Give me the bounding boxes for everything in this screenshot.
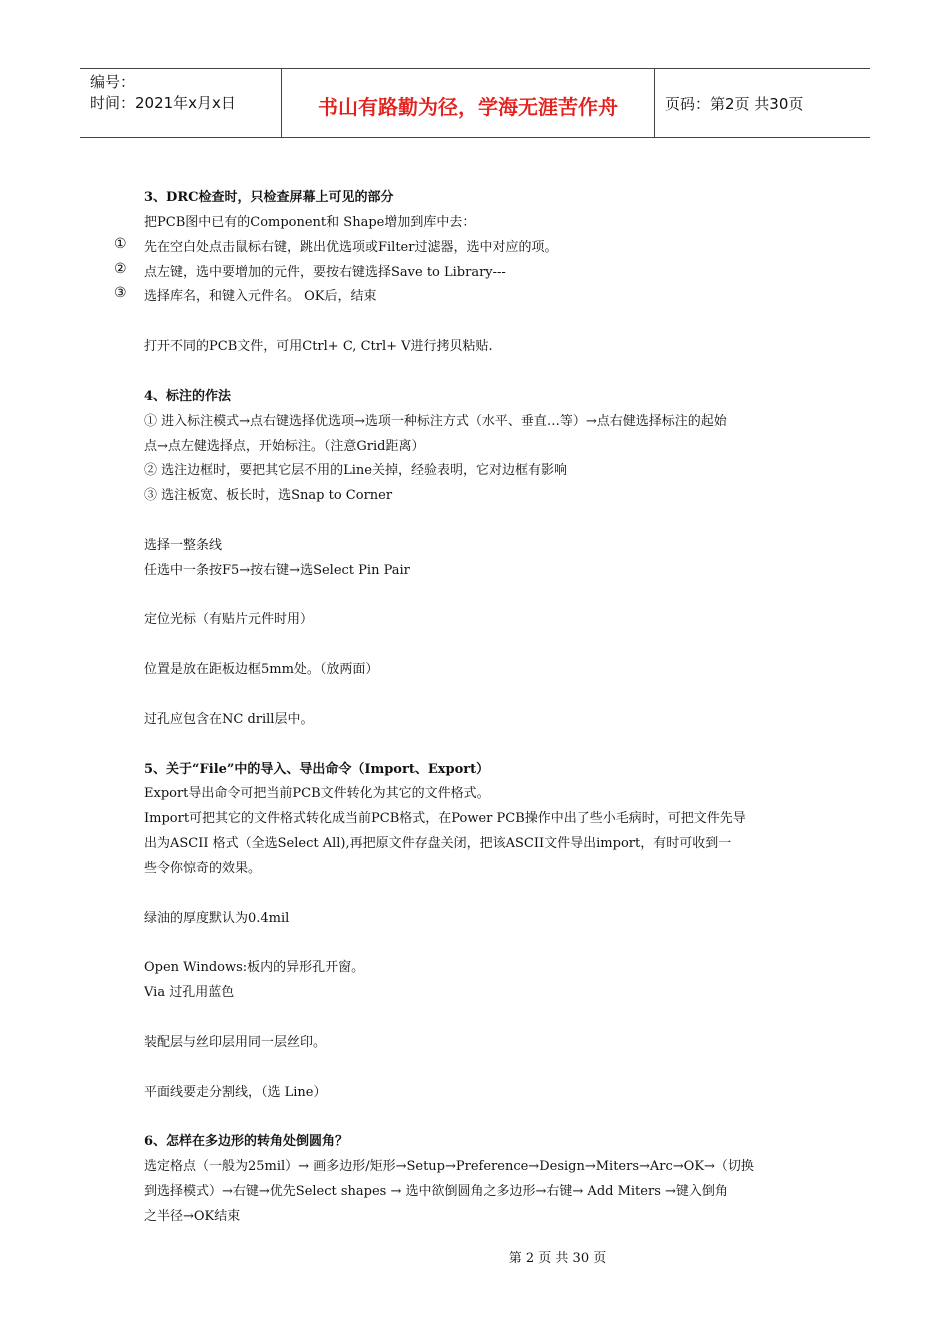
text-line: ③ 选注板宽、板长时，选Snap to Corner <box>144 488 393 504</box>
text-line: 出为ASCII 格式（全选Select All),再把原文件存盘关闭，把该ASCII文件导出import，有时可收到一 <box>144 836 732 852</box>
header-motto-cell <box>282 69 655 137</box>
footer-page-number: 第 2 页 共 30 页 <box>508 1251 607 1266</box>
section-heading: 6、怎样在多边形的转角处倒圆角？ <box>144 1134 349 1150</box>
list-number: ① <box>114 235 127 252</box>
number-label: 编号： <box>90 73 136 91</box>
text-line: 选择一整条线 <box>144 537 223 553</box>
motto: 书山有路勤为径，学海无涯苦作舟 <box>318 95 618 119</box>
header-meta-cell <box>80 69 282 137</box>
section-heading: 4、标注的作法 <box>144 388 232 404</box>
text-line: 选择库名，和键入元件名。 OK后，结束 <box>144 289 377 305</box>
text-line: 位置是放在距板边框5mm处。（放两面） <box>144 662 379 678</box>
time-label: 时间：2021年x月x日 <box>90 94 236 112</box>
text-line: 任选中一条按F5→按右键→选Select Pin Pair <box>144 562 410 578</box>
text-line: 定位光标（有贴片元件时用） <box>144 612 314 628</box>
text-line: Open Windows:板内的异形孔开窗。 <box>144 960 365 976</box>
text-line: ② 选注边框时，要把其它层不用的Line关掉，经验表明，它对边框有影响 <box>144 463 567 479</box>
text-line: 绿油的厚度默认为0.4mil <box>144 910 290 926</box>
text-line: Export导出命令可把当前PCB文件转化为其它的文件格式。 <box>144 786 490 802</box>
page-info: 页码：第2页 共30页 <box>665 95 804 113</box>
text-line: 选定格点（一般为25mil）→ 画多边形/矩形→Setup→Preference→Design→Miters→Arc→OK→（切换 <box>144 1159 754 1175</box>
text-line: 到选择模式）→右键→优先Select shapes → 选中欲倒圆角之多边形→右键→ Add Miters →键入倒角 <box>144 1184 728 1199</box>
list-number: ③ <box>114 285 127 302</box>
section-heading: 3、DRC检查时，只检查屏幕上可见的部分 <box>144 190 394 205</box>
header-page-cell <box>655 69 870 137</box>
text-line: Import可把其它的文件格式转化成当前PCB格式，在Power PCB操作中出了些小毛病时，可把文件先导 <box>144 811 746 827</box>
text-line: 先在空白处点击鼠标右键，跳出优选项或Filter过滤器，选中对应的项。 <box>144 239 558 255</box>
text-line: 点→点左健选择点，开始标注。（注意Grid距离） <box>144 438 425 454</box>
text-line: Via 过孔用蓝色 <box>144 985 235 1001</box>
text-line: 平面线要走分割线，（选 Line） <box>144 1084 327 1100</box>
text-line: ① 进入标注模式→点右键选择优选项→选项一种标注方式（水平、垂直…等）→点右健选择标注的起始 <box>144 413 727 429</box>
list-number: ② <box>114 260 127 277</box>
text-line: 些令你惊奇的效果。 <box>144 860 262 876</box>
text-line: 把PCB图中已有的Component和 Shape增加到库中去： <box>144 214 476 230</box>
text-line: 之半径→OK结束 <box>144 1208 241 1224</box>
text-line: 打开不同的PCB文件，可用Ctrl+ C, Ctrl+ V进行拷贝粘贴. <box>144 339 493 355</box>
text-line: 装配层与丝印层用同一层丝印。 <box>144 1034 327 1050</box>
text-line: 点左键，选中要增加的元件，要按右键选择Save to Library--- <box>144 264 506 280</box>
text-line: 过孔应包含在NC drill层中。 <box>144 711 314 727</box>
section-heading: 5、关于“File”中的导入、导出命令（Import、Export） <box>144 761 490 777</box>
page-header <box>80 68 870 138</box>
page-footer <box>0 1247 950 1266</box>
